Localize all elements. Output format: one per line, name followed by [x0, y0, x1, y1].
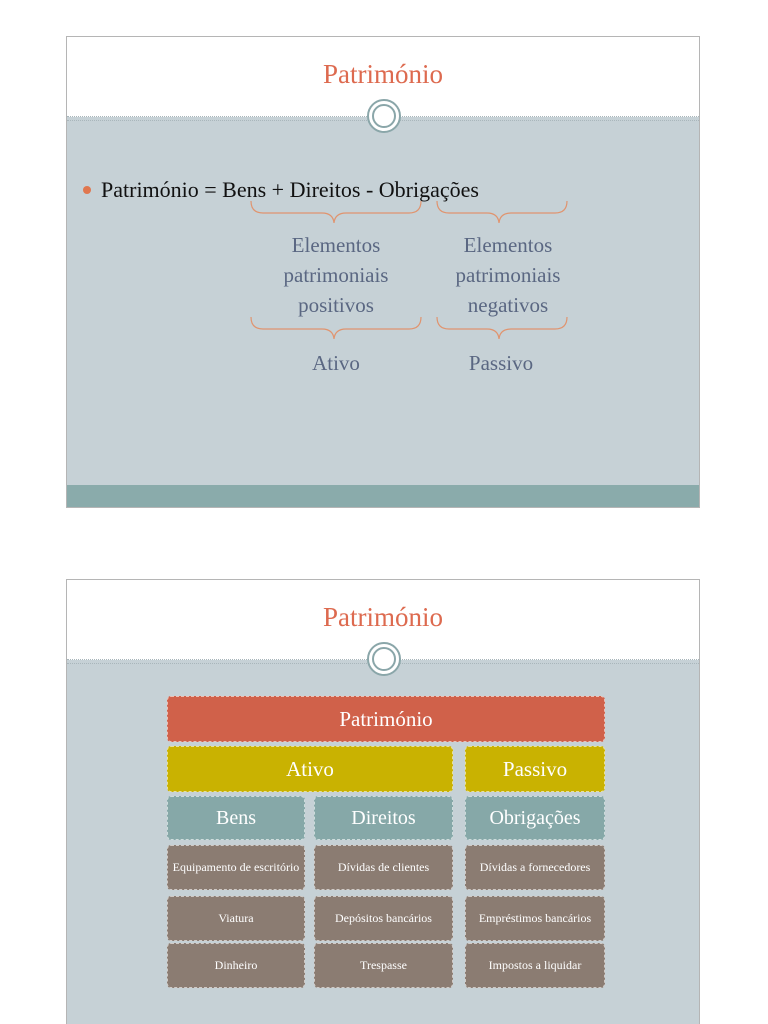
- bullet-text: Património = Bens + Direitos - Obrigações: [101, 177, 479, 202]
- item-direitos: Dívidas de clientes: [314, 845, 453, 890]
- group-line: positivos: [298, 293, 374, 317]
- item-obrigacoes: Empréstimos bancários: [465, 896, 605, 941]
- group-line: patrimoniais: [455, 263, 561, 287]
- group-line: Elementos: [463, 233, 553, 257]
- group-line: negativos: [467, 293, 549, 317]
- box-direitos: Direitos: [314, 796, 453, 840]
- bullet-icon: [83, 186, 91, 194]
- slide-2: [66, 579, 700, 1024]
- group-line: Elementos: [291, 233, 381, 257]
- result-label-ativo: Ativo: [312, 351, 360, 375]
- brace-ativo: [251, 317, 421, 339]
- group-label-negative: [423, 230, 593, 320]
- box-patrimonio: Património: [167, 696, 605, 742]
- box-bens: Bens: [167, 796, 305, 840]
- box-ativo: Ativo: [167, 746, 453, 792]
- bullet-item: [83, 177, 479, 203]
- item-bens: Viatura: [167, 896, 305, 941]
- item-direitos: Depósitos bancários: [314, 896, 453, 941]
- slide-footer-bar: [67, 485, 699, 507]
- brace-bens-direitos: [251, 201, 421, 223]
- brace-passivo: [437, 317, 567, 339]
- slide-1: [66, 36, 700, 508]
- brace-obrigacoes: [437, 201, 567, 223]
- item-direitos: Trespasse: [314, 943, 453, 988]
- group-label-positive: [251, 230, 421, 320]
- result-label-passivo: Passivo: [468, 351, 534, 375]
- item-bens: Dinheiro: [167, 943, 305, 988]
- slide-title: Património: [323, 59, 443, 89]
- slide-title: Património: [323, 602, 443, 632]
- group-line: patrimoniais: [283, 263, 389, 287]
- item-obrigacoes: Dívidas a fornecedores: [465, 845, 605, 890]
- item-obrigacoes: Impostos a liquidar: [465, 943, 605, 988]
- box-obrigacoes: Obrigações: [465, 796, 605, 840]
- item-bens: Equipamento de escritório: [167, 845, 305, 890]
- title-ring-ornament: [367, 99, 401, 133]
- title-ring-ornament: [367, 642, 401, 676]
- box-passivo: Passivo: [465, 746, 605, 792]
